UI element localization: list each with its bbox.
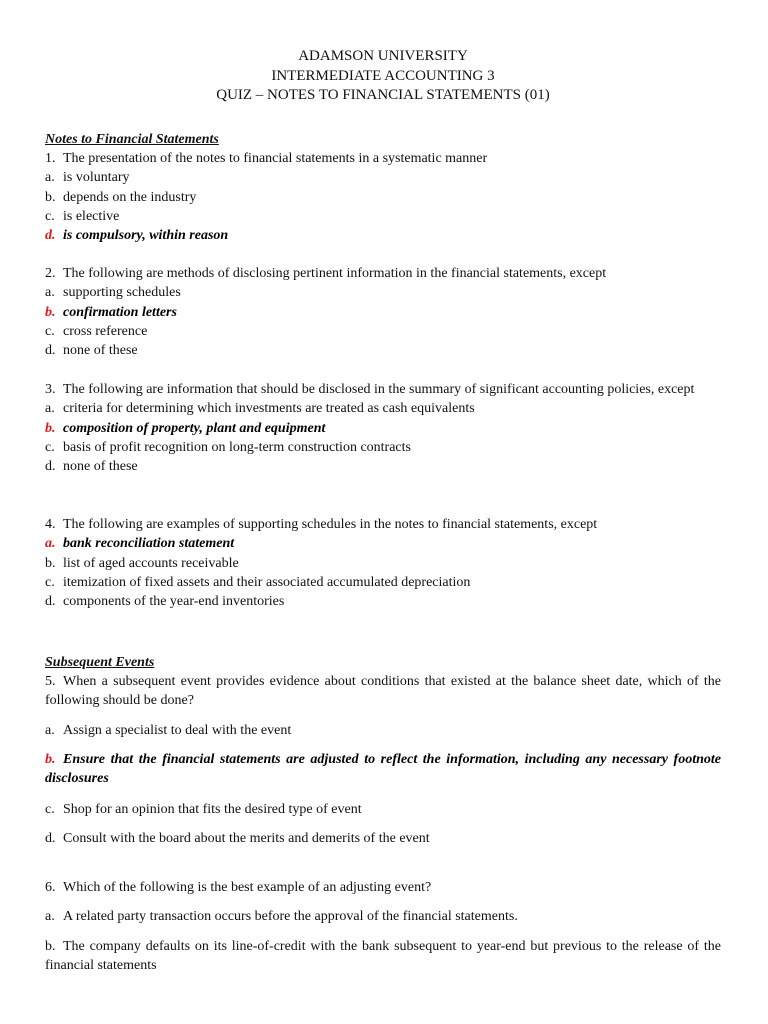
option-d-answer: d. is compulsory, within reason (45, 228, 229, 244)
q5-option-c: c. Shop for an opinion that fits the desired type of event (45, 802, 362, 817)
course-title: INTERMEDIATE ACCOUNTING 3 (271, 67, 495, 84)
option-c: c. basis of profit recognition on long-term construction contracts (45, 439, 411, 455)
question-1-stem (45, 149, 721, 168)
option-b: b. list of aged accounts receivable (45, 555, 239, 571)
option-c: c. itemization of fixed assets and their associated accumulated depreciation (45, 574, 471, 590)
question-text: The presentation of the notes to financial statements in a systematic manner (63, 151, 488, 166)
option-c: c. is elective (45, 208, 120, 224)
option-b-answer: b. confirmation letters (45, 304, 177, 320)
q6-option-a: a. A related party transaction occurs before the approval of the financial statements. (45, 909, 518, 924)
q5-option-b-answer: b. Ensure that the financial statements are adjusted to reflect the information, including any necessary footnote disclosures (45, 752, 721, 787)
question-4 (45, 515, 721, 611)
university-name: ADAMSON UNIVERSITY (298, 48, 468, 64)
q5-option-a: a. Assign a specialist to deal with the event (45, 723, 292, 738)
question-5-stem: 5. When a subsequent event provides evidence about conditions that existed at the balance sheet date, which of the following should be done? (45, 674, 721, 709)
question-2-stem: 2. The following are methods of disclosing pertinent information in the financial statements, except (45, 266, 607, 281)
question-3-stem: 3. The following are information that should be disclosed in the summary of significant accounting policies, except (45, 382, 695, 397)
option-b: b. depends on the industry (45, 189, 197, 205)
option-a: a. criteria for determining which investments are treated as cash equivalents (45, 401, 475, 417)
q5-option-d: d. Consult with the board about the merits and demerits of the event (45, 831, 430, 846)
option-d: d. components of the year-end inventories (45, 594, 285, 610)
option-d: d. none of these (45, 459, 138, 475)
option-a: a. supporting schedules (45, 285, 181, 301)
option-a: a. is voluntary (45, 170, 130, 186)
question-number: 1. (45, 151, 56, 166)
question-1 (45, 149, 721, 245)
q6-option-b: b. The company defaults on its line-of-credit with the bank subsequent to year-end but previous to the release of the financial statements (45, 939, 721, 974)
question-4-stem: 4. The following are examples of supporting schedules in the notes to financial statements, except (45, 517, 598, 532)
option-d: d. none of these (45, 343, 138, 359)
question-2 (45, 264, 721, 360)
question-5 (45, 672, 721, 711)
section-title-subsequent-events: Subsequent Events (45, 655, 155, 670)
option-a-answer: a. bank reconciliation statement (45, 536, 235, 552)
option-b-answer: b. composition of property, plant and equipment (45, 420, 326, 436)
question-3 (45, 380, 721, 476)
option-c: c. cross reference (45, 323, 148, 339)
question-6-stem: 6. Which of the following is the best example of an adjusting event? (45, 880, 432, 895)
quiz-title: QUIZ – NOTES TO FINANCIAL STATEMENTS (01) (216, 87, 550, 103)
document-header (45, 47, 721, 106)
section-title-notes: Notes to Financial Statements (45, 132, 219, 147)
